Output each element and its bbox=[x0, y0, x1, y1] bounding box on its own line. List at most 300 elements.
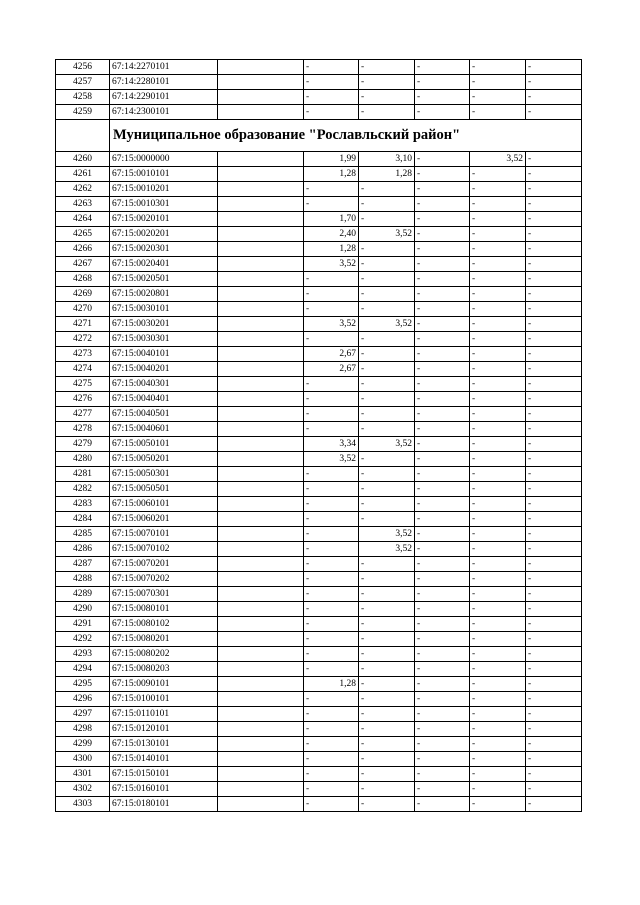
column-6-value: - bbox=[415, 212, 470, 227]
column-3-value bbox=[218, 377, 304, 392]
column-6-value: - bbox=[415, 422, 470, 437]
column-4-value: - bbox=[304, 407, 359, 422]
row-number: 4278 bbox=[56, 422, 110, 437]
column-5-value: - bbox=[359, 332, 415, 347]
row-number: 4275 bbox=[56, 377, 110, 392]
column-6-value: - bbox=[415, 632, 470, 647]
column-3-value bbox=[218, 512, 304, 527]
table-row bbox=[56, 302, 582, 317]
column-3-value bbox=[218, 542, 304, 557]
table-row bbox=[56, 105, 582, 120]
column-6-value: - bbox=[415, 197, 470, 212]
column-8-value: - bbox=[526, 182, 582, 197]
column-5-value: - bbox=[359, 90, 415, 105]
row-number: 4265 bbox=[56, 227, 110, 242]
column-6-value: - bbox=[415, 272, 470, 287]
column-4-value: 1,99 bbox=[304, 152, 359, 167]
cadastral-code: 67:15:0150101 bbox=[110, 767, 218, 782]
column-6-value: - bbox=[415, 332, 470, 347]
row-number: 4282 bbox=[56, 482, 110, 497]
column-5-value: - bbox=[359, 302, 415, 317]
column-8-value: - bbox=[526, 347, 582, 362]
table-row bbox=[56, 407, 582, 422]
row-number: 4270 bbox=[56, 302, 110, 317]
cadastral-code: 67:14:2290101 bbox=[110, 90, 218, 105]
table-row bbox=[56, 722, 582, 737]
table-row bbox=[56, 197, 582, 212]
table-row bbox=[56, 317, 582, 332]
column-3-value bbox=[218, 152, 304, 167]
table-row bbox=[56, 212, 582, 227]
column-5-value: 3,52 bbox=[359, 437, 415, 452]
column-8-value: - bbox=[526, 512, 582, 527]
row-number: 4297 bbox=[56, 707, 110, 722]
column-8-value: - bbox=[526, 242, 582, 257]
column-6-value: - bbox=[415, 90, 470, 105]
cadastral-code: 67:15:0030301 bbox=[110, 332, 218, 347]
column-6-value: - bbox=[415, 602, 470, 617]
column-4-value: - bbox=[304, 797, 359, 812]
column-6-value: - bbox=[415, 737, 470, 752]
column-3-value bbox=[218, 497, 304, 512]
table-row bbox=[56, 272, 582, 287]
table-row bbox=[56, 392, 582, 407]
column-5-value: 3,52 bbox=[359, 527, 415, 542]
row-number: 4300 bbox=[56, 752, 110, 767]
row-number: 4273 bbox=[56, 347, 110, 362]
row-number: 4298 bbox=[56, 722, 110, 737]
column-7-value: - bbox=[470, 332, 526, 347]
row-number: 4290 bbox=[56, 602, 110, 617]
column-4-value: - bbox=[304, 332, 359, 347]
section-header-row bbox=[56, 120, 582, 152]
cadastral-code: 67:15:0040401 bbox=[110, 392, 218, 407]
column-4-value: 1,28 bbox=[304, 677, 359, 692]
column-4-value: - bbox=[304, 377, 359, 392]
table-row bbox=[56, 527, 582, 542]
column-7-value: - bbox=[470, 452, 526, 467]
row-number: 4302 bbox=[56, 782, 110, 797]
column-7-value: - bbox=[470, 617, 526, 632]
column-6-value: - bbox=[415, 407, 470, 422]
column-4-value: - bbox=[304, 542, 359, 557]
row-number: 4266 bbox=[56, 242, 110, 257]
column-6-value: - bbox=[415, 527, 470, 542]
column-6-value: - bbox=[415, 287, 470, 302]
column-5-value: - bbox=[359, 377, 415, 392]
column-8-value: - bbox=[526, 422, 582, 437]
cadastral-code: 67:15:0180101 bbox=[110, 797, 218, 812]
cadastral-code: 67:15:0130101 bbox=[110, 737, 218, 752]
table-row bbox=[56, 752, 582, 767]
column-4-value: - bbox=[304, 482, 359, 497]
column-3-value bbox=[218, 662, 304, 677]
column-7-value: - bbox=[470, 105, 526, 120]
row-number: 4288 bbox=[56, 572, 110, 587]
cadastral-code: 67:15:0010101 bbox=[110, 167, 218, 182]
column-3-value bbox=[218, 452, 304, 467]
row-number: 4267 bbox=[56, 257, 110, 272]
cadastral-code: 67:14:2300101 bbox=[110, 105, 218, 120]
table-row bbox=[56, 632, 582, 647]
column-8-value: - bbox=[526, 527, 582, 542]
column-5-value: - bbox=[359, 452, 415, 467]
cadastral-code: 67:15:0050101 bbox=[110, 437, 218, 452]
column-6-value: - bbox=[415, 617, 470, 632]
table-body-top bbox=[56, 60, 582, 120]
column-5-value: - bbox=[359, 422, 415, 437]
column-7-value: - bbox=[470, 75, 526, 90]
column-4-value: - bbox=[304, 467, 359, 482]
column-3-value bbox=[218, 90, 304, 105]
column-6-value: - bbox=[415, 437, 470, 452]
column-4-value: 2,67 bbox=[304, 347, 359, 362]
row-number: 4258 bbox=[56, 90, 110, 105]
column-6-value: - bbox=[415, 242, 470, 257]
column-7-value: - bbox=[470, 90, 526, 105]
column-8-value: - bbox=[526, 437, 582, 452]
column-7-value: - bbox=[470, 182, 526, 197]
cadastral-code: 67:14:2280101 bbox=[110, 75, 218, 90]
column-6-value: - bbox=[415, 722, 470, 737]
column-3-value bbox=[218, 347, 304, 362]
column-5-value: - bbox=[359, 617, 415, 632]
column-4-value: 3,52 bbox=[304, 257, 359, 272]
column-5-value: - bbox=[359, 467, 415, 482]
table-row bbox=[56, 602, 582, 617]
column-5-value: - bbox=[359, 647, 415, 662]
table-row bbox=[56, 452, 582, 467]
cadastral-code: 67:15:0070202 bbox=[110, 572, 218, 587]
column-4-value: - bbox=[304, 602, 359, 617]
column-6-value: - bbox=[415, 152, 470, 167]
table-row bbox=[56, 242, 582, 257]
row-number: 4281 bbox=[56, 467, 110, 482]
column-3-value bbox=[218, 317, 304, 332]
column-7-value: - bbox=[470, 212, 526, 227]
column-3-value bbox=[218, 527, 304, 542]
column-8-value: - bbox=[526, 542, 582, 557]
column-8-value: - bbox=[526, 662, 582, 677]
column-7-value: - bbox=[470, 722, 526, 737]
column-6-value: - bbox=[415, 377, 470, 392]
column-6-value: - bbox=[415, 497, 470, 512]
row-number: 4301 bbox=[56, 767, 110, 782]
column-3-value bbox=[218, 242, 304, 257]
table-row bbox=[56, 152, 582, 167]
column-8-value: - bbox=[526, 75, 582, 90]
column-5-value: - bbox=[359, 482, 415, 497]
column-3-value bbox=[218, 692, 304, 707]
column-7-value: - bbox=[470, 692, 526, 707]
column-7-value: - bbox=[470, 377, 526, 392]
column-8-value: - bbox=[526, 377, 582, 392]
column-6-value: - bbox=[415, 60, 470, 75]
row-number: 4285 bbox=[56, 527, 110, 542]
column-3-value bbox=[218, 602, 304, 617]
column-4-value: - bbox=[304, 197, 359, 212]
column-3-value bbox=[218, 212, 304, 227]
column-7-value: - bbox=[470, 662, 526, 677]
table-row bbox=[56, 75, 582, 90]
column-7-value: - bbox=[470, 60, 526, 75]
column-7-value: - bbox=[470, 407, 526, 422]
table-row bbox=[56, 482, 582, 497]
column-4-value: - bbox=[304, 647, 359, 662]
cadastral-code: 67:15:0040101 bbox=[110, 347, 218, 362]
table-row bbox=[56, 557, 582, 572]
column-4-value: 3,52 bbox=[304, 452, 359, 467]
column-7-value: - bbox=[470, 197, 526, 212]
cadastral-code: 67:15:0020401 bbox=[110, 257, 218, 272]
column-8-value: - bbox=[526, 392, 582, 407]
row-number: 4280 bbox=[56, 452, 110, 467]
cadastral-code: 67:15:0030101 bbox=[110, 302, 218, 317]
column-5-value: 3,52 bbox=[359, 317, 415, 332]
column-7-value: - bbox=[470, 287, 526, 302]
column-4-value: - bbox=[304, 422, 359, 437]
column-4-value: - bbox=[304, 512, 359, 527]
column-7-value: - bbox=[470, 497, 526, 512]
column-4-value: 3,52 bbox=[304, 317, 359, 332]
row-number: 4291 bbox=[56, 617, 110, 632]
column-7-value: - bbox=[470, 527, 526, 542]
column-3-value bbox=[218, 677, 304, 692]
cadastral-code: 67:15:0070301 bbox=[110, 587, 218, 602]
column-3-value bbox=[218, 797, 304, 812]
column-6-value: - bbox=[415, 542, 470, 557]
column-8-value: - bbox=[526, 782, 582, 797]
column-5-value: - bbox=[359, 392, 415, 407]
column-4-value: - bbox=[304, 497, 359, 512]
column-6-value: - bbox=[415, 707, 470, 722]
cadastral-code: 67:15:0120101 bbox=[110, 722, 218, 737]
row-number: 4289 bbox=[56, 587, 110, 602]
column-3-value bbox=[218, 482, 304, 497]
column-4-value: - bbox=[304, 662, 359, 677]
row-number: 4295 bbox=[56, 677, 110, 692]
row-number: 4277 bbox=[56, 407, 110, 422]
row-number: 4294 bbox=[56, 662, 110, 677]
column-3-value bbox=[218, 572, 304, 587]
column-7-value: - bbox=[470, 587, 526, 602]
column-3-value bbox=[218, 422, 304, 437]
column-3-value bbox=[218, 392, 304, 407]
column-6-value: - bbox=[415, 362, 470, 377]
column-5-value: - bbox=[359, 197, 415, 212]
table-row bbox=[56, 497, 582, 512]
column-8-value: - bbox=[526, 272, 582, 287]
cadastral-code: 67:15:0080102 bbox=[110, 617, 218, 632]
cadastral-code: 67:15:0060101 bbox=[110, 497, 218, 512]
table-row bbox=[56, 467, 582, 482]
cadastral-code: 67:15:0100101 bbox=[110, 692, 218, 707]
column-8-value: - bbox=[526, 257, 582, 272]
row-number: 4299 bbox=[56, 737, 110, 752]
row-number: 4274 bbox=[56, 362, 110, 377]
column-8-value: - bbox=[526, 227, 582, 242]
section-number-cell bbox=[56, 120, 110, 152]
cadastral-code: 67:15:0110101 bbox=[110, 707, 218, 722]
column-8-value: - bbox=[526, 677, 582, 692]
cadastral-code: 67:15:0070201 bbox=[110, 557, 218, 572]
column-4-value: - bbox=[304, 632, 359, 647]
column-7-value: - bbox=[470, 257, 526, 272]
column-8-value: - bbox=[526, 482, 582, 497]
column-6-value: - bbox=[415, 317, 470, 332]
column-3-value bbox=[218, 617, 304, 632]
column-3-value bbox=[218, 75, 304, 90]
table-body-main bbox=[56, 152, 582, 812]
table-row bbox=[56, 90, 582, 105]
row-number: 4272 bbox=[56, 332, 110, 347]
column-7-value: - bbox=[470, 242, 526, 257]
table-row bbox=[56, 647, 582, 662]
column-6-value: - bbox=[415, 767, 470, 782]
column-8-value: - bbox=[526, 692, 582, 707]
column-4-value: - bbox=[304, 90, 359, 105]
column-4-value: - bbox=[304, 105, 359, 120]
column-5-value: 3,10 bbox=[359, 152, 415, 167]
column-8-value: - bbox=[526, 767, 582, 782]
column-6-value: - bbox=[415, 587, 470, 602]
column-5-value: - bbox=[359, 602, 415, 617]
column-5-value: - bbox=[359, 797, 415, 812]
column-3-value bbox=[218, 407, 304, 422]
row-number: 4286 bbox=[56, 542, 110, 557]
column-3-value bbox=[218, 332, 304, 347]
table-row bbox=[56, 512, 582, 527]
column-7-value: - bbox=[470, 782, 526, 797]
column-8-value: - bbox=[526, 105, 582, 120]
column-7-value: - bbox=[470, 227, 526, 242]
column-6-value: - bbox=[415, 797, 470, 812]
cadastral-code: 67:15:0020101 bbox=[110, 212, 218, 227]
column-7-value: 3,52 bbox=[470, 152, 526, 167]
column-3-value bbox=[218, 587, 304, 602]
column-5-value: - bbox=[359, 105, 415, 120]
column-8-value: - bbox=[526, 197, 582, 212]
column-8-value: - bbox=[526, 212, 582, 227]
cadastral-code: 67:15:0040501 bbox=[110, 407, 218, 422]
column-7-value: - bbox=[470, 347, 526, 362]
column-8-value: - bbox=[526, 587, 582, 602]
cadastral-code: 67:15:0140101 bbox=[110, 752, 218, 767]
column-7-value: - bbox=[470, 362, 526, 377]
column-5-value: - bbox=[359, 242, 415, 257]
column-7-value: - bbox=[470, 272, 526, 287]
column-5-value: - bbox=[359, 572, 415, 587]
column-5-value: - bbox=[359, 767, 415, 782]
column-5-value: 3,52 bbox=[359, 542, 415, 557]
column-6-value: - bbox=[415, 167, 470, 182]
row-number: 4263 bbox=[56, 197, 110, 212]
column-6-value: - bbox=[415, 677, 470, 692]
column-8-value: - bbox=[526, 647, 582, 662]
column-3-value bbox=[218, 707, 304, 722]
cadastral-code: 67:15:0070101 bbox=[110, 527, 218, 542]
table-row bbox=[56, 572, 582, 587]
table-row bbox=[56, 362, 582, 377]
column-3-value bbox=[218, 467, 304, 482]
column-5-value: - bbox=[359, 272, 415, 287]
column-7-value: - bbox=[470, 677, 526, 692]
column-4-value: 1,28 bbox=[304, 167, 359, 182]
column-7-value: - bbox=[470, 647, 526, 662]
column-4-value: - bbox=[304, 527, 359, 542]
table-row bbox=[56, 767, 582, 782]
column-7-value: - bbox=[470, 737, 526, 752]
column-8-value: - bbox=[526, 407, 582, 422]
column-4-value: - bbox=[304, 587, 359, 602]
cadastral-code: 67:15:0080202 bbox=[110, 647, 218, 662]
cadastral-code: 67:15:0010301 bbox=[110, 197, 218, 212]
column-5-value: 3,52 bbox=[359, 227, 415, 242]
column-6-value: - bbox=[415, 347, 470, 362]
table-row bbox=[56, 422, 582, 437]
column-4-value: - bbox=[304, 60, 359, 75]
column-3-value bbox=[218, 782, 304, 797]
table-row bbox=[56, 542, 582, 557]
column-3-value bbox=[218, 287, 304, 302]
column-5-value: - bbox=[359, 182, 415, 197]
column-8-value: - bbox=[526, 602, 582, 617]
column-6-value: - bbox=[415, 512, 470, 527]
row-number: 4256 bbox=[56, 60, 110, 75]
table-row bbox=[56, 257, 582, 272]
column-5-value: - bbox=[359, 347, 415, 362]
column-7-value: - bbox=[470, 392, 526, 407]
column-5-value: - bbox=[359, 212, 415, 227]
column-3-value bbox=[218, 60, 304, 75]
column-3-value bbox=[218, 437, 304, 452]
table-row bbox=[56, 797, 582, 812]
column-5-value: - bbox=[359, 362, 415, 377]
cadastral-code: 67:15:0030201 bbox=[110, 317, 218, 332]
column-5-value: - bbox=[359, 752, 415, 767]
row-number: 4262 bbox=[56, 182, 110, 197]
table-row bbox=[56, 167, 582, 182]
column-7-value: - bbox=[470, 797, 526, 812]
cadastral-code: 67:15:0020201 bbox=[110, 227, 218, 242]
column-7-value: - bbox=[470, 632, 526, 647]
column-6-value: - bbox=[415, 782, 470, 797]
table-row bbox=[56, 692, 582, 707]
column-6-value: - bbox=[415, 105, 470, 120]
column-8-value: - bbox=[526, 60, 582, 75]
column-4-value: 1,28 bbox=[304, 242, 359, 257]
cadastral-code: 67:14:2270101 bbox=[110, 60, 218, 75]
column-7-value: - bbox=[470, 317, 526, 332]
column-7-value: - bbox=[470, 467, 526, 482]
column-4-value: - bbox=[304, 617, 359, 632]
row-number: 4271 bbox=[56, 317, 110, 332]
column-6-value: - bbox=[415, 227, 470, 242]
column-8-value: - bbox=[526, 572, 582, 587]
column-4-value: - bbox=[304, 782, 359, 797]
table-row bbox=[56, 347, 582, 362]
section-header-body bbox=[56, 120, 582, 152]
column-7-value: - bbox=[470, 557, 526, 572]
cadastral-code: 67:15:0080203 bbox=[110, 662, 218, 677]
column-5-value: - bbox=[359, 257, 415, 272]
row-number: 4260 bbox=[56, 152, 110, 167]
row-number: 4292 bbox=[56, 632, 110, 647]
column-7-value: - bbox=[470, 482, 526, 497]
column-6-value: - bbox=[415, 557, 470, 572]
column-8-value: - bbox=[526, 497, 582, 512]
column-4-value: - bbox=[304, 272, 359, 287]
